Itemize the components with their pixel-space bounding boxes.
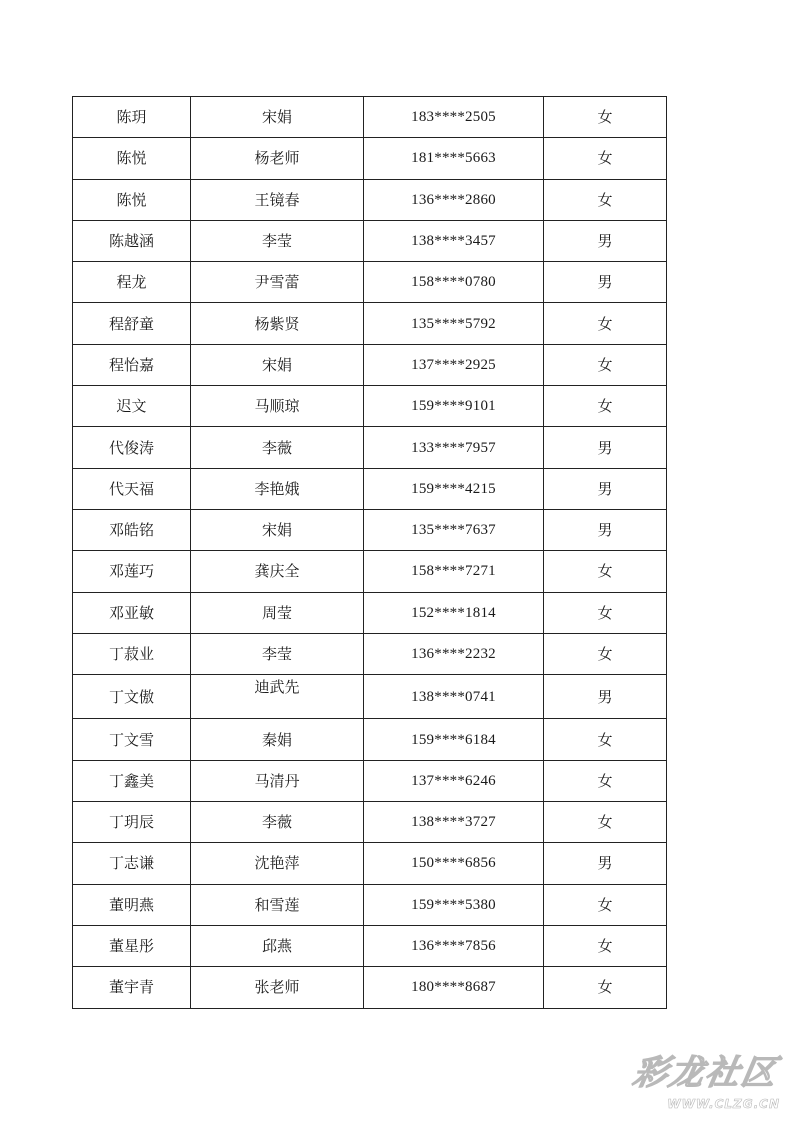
student-name-cell: 程龙 [73, 262, 191, 303]
gender-cell: 男 [544, 262, 667, 303]
teacher-name-cell: 马清丹 [191, 760, 364, 801]
phone-number-cell: 181****5663 [364, 138, 544, 179]
site-watermark [616, 1045, 786, 1113]
student-name-cell: 董宇青 [73, 967, 191, 1008]
teacher-name-cell: 杨紫贤 [191, 303, 364, 344]
table-row [73, 138, 667, 179]
teacher-name-cell: 周莹 [191, 592, 364, 633]
teacher-name-cell: 沈艳萍 [191, 843, 364, 884]
teacher-name-cell: 迪武先 [191, 675, 364, 719]
phone-number-cell: 152****1814 [364, 592, 544, 633]
phone-number-cell: 150****6856 [364, 843, 544, 884]
student-name-cell: 丁鑫美 [73, 760, 191, 801]
teacher-name-cell: 马顺琼 [191, 386, 364, 427]
teacher-name-cell: 李莹 [191, 220, 364, 261]
gender-cell: 女 [544, 97, 667, 138]
table-row [73, 802, 667, 843]
table-row [73, 719, 667, 760]
gender-cell: 男 [544, 843, 667, 884]
roster-table [72, 96, 667, 1009]
table-row [73, 97, 667, 138]
table-row [73, 220, 667, 261]
watermark-url: WWW.CLZG.CN [667, 1097, 780, 1111]
gender-cell: 女 [544, 592, 667, 633]
teacher-name-cell: 李莹 [191, 633, 364, 674]
table-row [73, 884, 667, 925]
teacher-name-cell: 和雪莲 [191, 884, 364, 925]
gender-cell: 女 [544, 967, 667, 1008]
teacher-name-cell: 尹雪蕾 [191, 262, 364, 303]
gender-cell: 女 [544, 344, 667, 385]
phone-number-cell: 158****7271 [364, 551, 544, 592]
student-name-cell: 邓皓铭 [73, 509, 191, 550]
teacher-name-cell: 宋娟 [191, 344, 364, 385]
student-name-cell: 程怡嘉 [73, 344, 191, 385]
gender-cell: 女 [544, 386, 667, 427]
gender-cell: 女 [544, 633, 667, 674]
student-name-cell: 邓莲巧 [73, 551, 191, 592]
table-row [73, 468, 667, 509]
table-row [73, 925, 667, 966]
teacher-name-cell: 张老师 [191, 967, 364, 1008]
gender-cell: 女 [544, 925, 667, 966]
gender-cell: 女 [544, 760, 667, 801]
student-name-cell: 代天福 [73, 468, 191, 509]
table-row [73, 179, 667, 220]
table-row [73, 592, 667, 633]
student-name-cell: 陈悦 [73, 179, 191, 220]
table-row [73, 262, 667, 303]
phone-number-cell: 180****8687 [364, 967, 544, 1008]
table-row [73, 633, 667, 674]
table-row [73, 427, 667, 468]
student-name-cell: 董星彤 [73, 925, 191, 966]
student-name-cell: 迟文 [73, 386, 191, 427]
student-name-cell: 丁志谦 [73, 843, 191, 884]
roster-table-body [73, 97, 667, 1009]
gender-cell: 男 [544, 220, 667, 261]
teacher-name-cell: 秦娟 [191, 719, 364, 760]
student-name-cell: 丁玥辰 [73, 802, 191, 843]
teacher-name-cell: 王镜春 [191, 179, 364, 220]
gender-cell: 女 [544, 303, 667, 344]
student-name-cell: 丁菽业 [73, 633, 191, 674]
teacher-name-cell: 李薇 [191, 427, 364, 468]
gender-cell: 女 [544, 179, 667, 220]
teacher-name-cell: 李薇 [191, 802, 364, 843]
teacher-name-cell: 宋娟 [191, 97, 364, 138]
table-row [73, 344, 667, 385]
student-name-cell: 陈悦 [73, 138, 191, 179]
student-name-cell: 陈玥 [73, 97, 191, 138]
teacher-name-cell: 李艳娥 [191, 468, 364, 509]
phone-number-cell: 135****7637 [364, 509, 544, 550]
phone-number-cell: 138****3727 [364, 802, 544, 843]
student-name-cell: 陈越涵 [73, 220, 191, 261]
table-row [73, 303, 667, 344]
phone-number-cell: 138****0741 [364, 675, 544, 719]
table-row [73, 509, 667, 550]
phone-number-cell: 159****9101 [364, 386, 544, 427]
student-name-cell: 程舒童 [73, 303, 191, 344]
gender-cell: 女 [544, 719, 667, 760]
phone-number-cell: 137****6246 [364, 760, 544, 801]
student-name-cell: 邓亚敏 [73, 592, 191, 633]
table-row [73, 551, 667, 592]
phone-number-cell: 159****4215 [364, 468, 544, 509]
gender-cell: 男 [544, 675, 667, 719]
table-row [73, 967, 667, 1008]
teacher-name-cell: 邱燕 [191, 925, 364, 966]
gender-cell: 女 [544, 551, 667, 592]
teacher-name-cell: 宋娟 [191, 509, 364, 550]
phone-number-cell: 136****2232 [364, 633, 544, 674]
table-row [73, 760, 667, 801]
gender-cell: 女 [544, 802, 667, 843]
phone-number-cell: 158****0780 [364, 262, 544, 303]
phone-number-cell: 135****5792 [364, 303, 544, 344]
teacher-name-cell: 杨老师 [191, 138, 364, 179]
student-name-cell: 代俊涛 [73, 427, 191, 468]
phone-number-cell: 183****2505 [364, 97, 544, 138]
teacher-name-cell: 龚庆全 [191, 551, 364, 592]
phone-number-cell: 133****7957 [364, 427, 544, 468]
gender-cell: 男 [544, 427, 667, 468]
table-row [73, 843, 667, 884]
student-name-cell: 丁文雪 [73, 719, 191, 760]
gender-cell: 男 [544, 468, 667, 509]
phone-number-cell: 159****6184 [364, 719, 544, 760]
phone-number-cell: 138****3457 [364, 220, 544, 261]
watermark-logo: 彩龙社区 [629, 1053, 781, 1093]
table-row [73, 675, 667, 719]
phone-number-cell: 137****2925 [364, 344, 544, 385]
phone-number-cell: 159****5380 [364, 884, 544, 925]
phone-number-cell: 136****2860 [364, 179, 544, 220]
student-name-cell: 丁文傲 [73, 675, 191, 719]
gender-cell: 女 [544, 884, 667, 925]
phone-number-cell: 136****7856 [364, 925, 544, 966]
student-name-cell: 董明燕 [73, 884, 191, 925]
gender-cell: 男 [544, 509, 667, 550]
gender-cell: 女 [544, 138, 667, 179]
table-row [73, 386, 667, 427]
